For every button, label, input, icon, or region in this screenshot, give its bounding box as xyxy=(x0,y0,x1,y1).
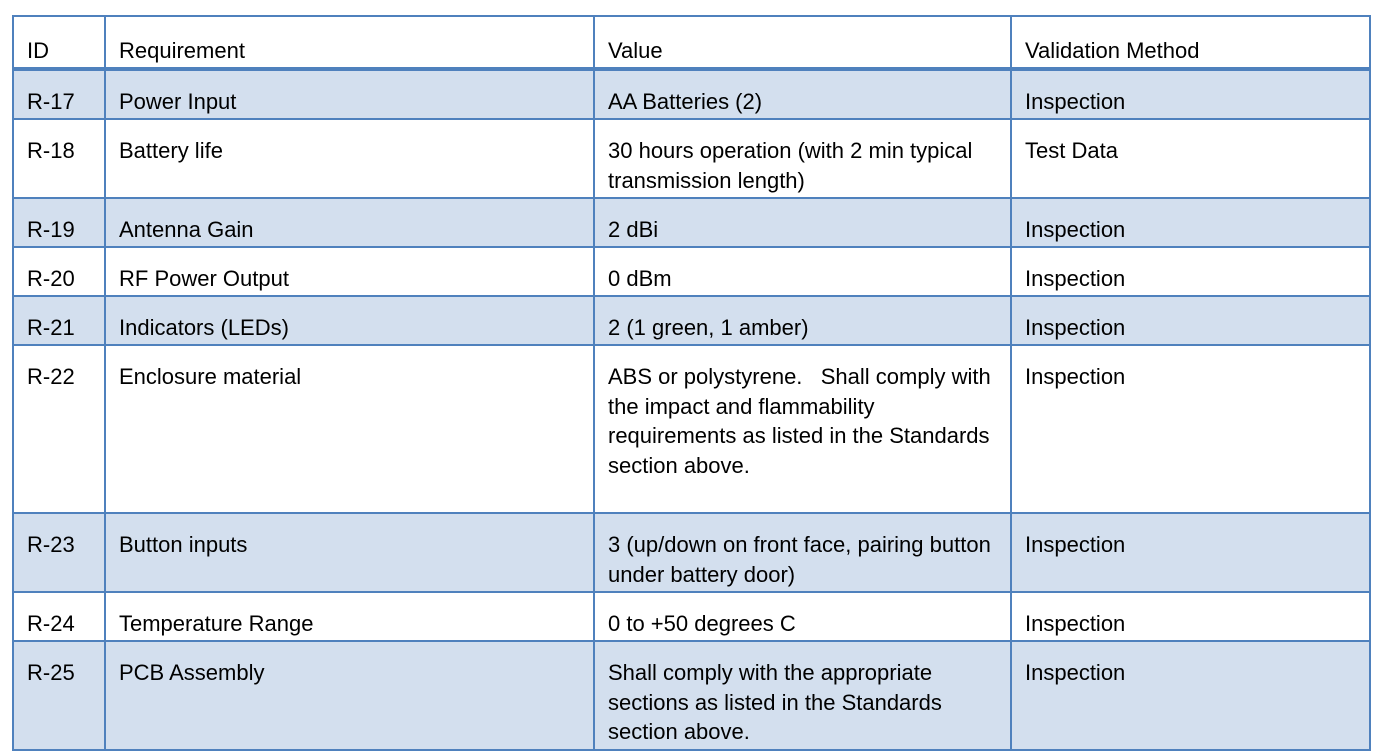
row-id: R-24 xyxy=(13,592,105,641)
row-id: R-22 xyxy=(13,345,105,513)
row-id: R-19 xyxy=(13,198,105,247)
table-row xyxy=(13,513,1370,592)
table-row xyxy=(13,641,1370,750)
row-id: R-21 xyxy=(13,296,105,345)
row-validation-method: Inspection xyxy=(1011,296,1370,345)
row-value: AA Batteries (2) xyxy=(594,69,1011,119)
table-row xyxy=(13,345,1370,513)
header-value: Value xyxy=(594,16,1011,69)
row-value: 0 dBm xyxy=(594,247,1011,296)
row-value: 2 dBi xyxy=(594,198,1011,247)
row-value: Shall comply with the appropriate sections as listed in the Standards section above. xyxy=(594,641,1011,750)
table-row xyxy=(13,198,1370,247)
table-header-row xyxy=(13,16,1370,69)
row-validation-method: Inspection xyxy=(1011,247,1370,296)
table-row xyxy=(13,247,1370,296)
row-requirement: Indicators (LEDs) xyxy=(105,296,594,345)
table-row xyxy=(13,119,1370,198)
row-validation-method: Inspection xyxy=(1011,69,1370,119)
table-row xyxy=(13,69,1370,119)
row-id: R-20 xyxy=(13,247,105,296)
row-id: R-18 xyxy=(13,119,105,198)
row-requirement: Temperature Range xyxy=(105,592,594,641)
table-row xyxy=(13,296,1370,345)
row-requirement: RF Power Output xyxy=(105,247,594,296)
row-requirement: Enclosure material xyxy=(105,345,594,513)
row-requirement: Antenna Gain xyxy=(105,198,594,247)
row-value: 3 (up/down on front face, pairing button under battery door) xyxy=(594,513,1011,592)
row-validation-method: Inspection xyxy=(1011,345,1370,513)
row-requirement: Button inputs xyxy=(105,513,594,592)
row-value: 0 to +50 degrees C xyxy=(594,592,1011,641)
row-value: ABS or polystyrene. Shall comply with the impact and flammability requirements as listed in the Standards section above. xyxy=(594,345,1011,513)
row-value: 30 hours operation (with 2 min typical transmission length) xyxy=(594,119,1011,198)
header-id: ID xyxy=(13,16,105,69)
row-id: R-17 xyxy=(13,69,105,119)
row-requirement: Battery life xyxy=(105,119,594,198)
row-validation-method: Inspection xyxy=(1011,592,1370,641)
row-validation-method: Inspection xyxy=(1011,641,1370,750)
row-requirement: PCB Assembly xyxy=(105,641,594,750)
row-validation-method: Inspection xyxy=(1011,198,1370,247)
row-id: R-25 xyxy=(13,641,105,750)
row-requirement: Power Input xyxy=(105,69,594,119)
header-requirement: Requirement xyxy=(105,16,594,69)
row-validation-method: Test Data xyxy=(1011,119,1370,198)
table-row xyxy=(13,592,1370,641)
row-value: 2 (1 green, 1 amber) xyxy=(594,296,1011,345)
row-validation-method: Inspection xyxy=(1011,513,1370,592)
header-validation-method: Validation Method xyxy=(1011,16,1370,69)
requirements-table-container xyxy=(12,15,1369,751)
row-id: R-23 xyxy=(13,513,105,592)
requirements-table xyxy=(12,15,1371,751)
